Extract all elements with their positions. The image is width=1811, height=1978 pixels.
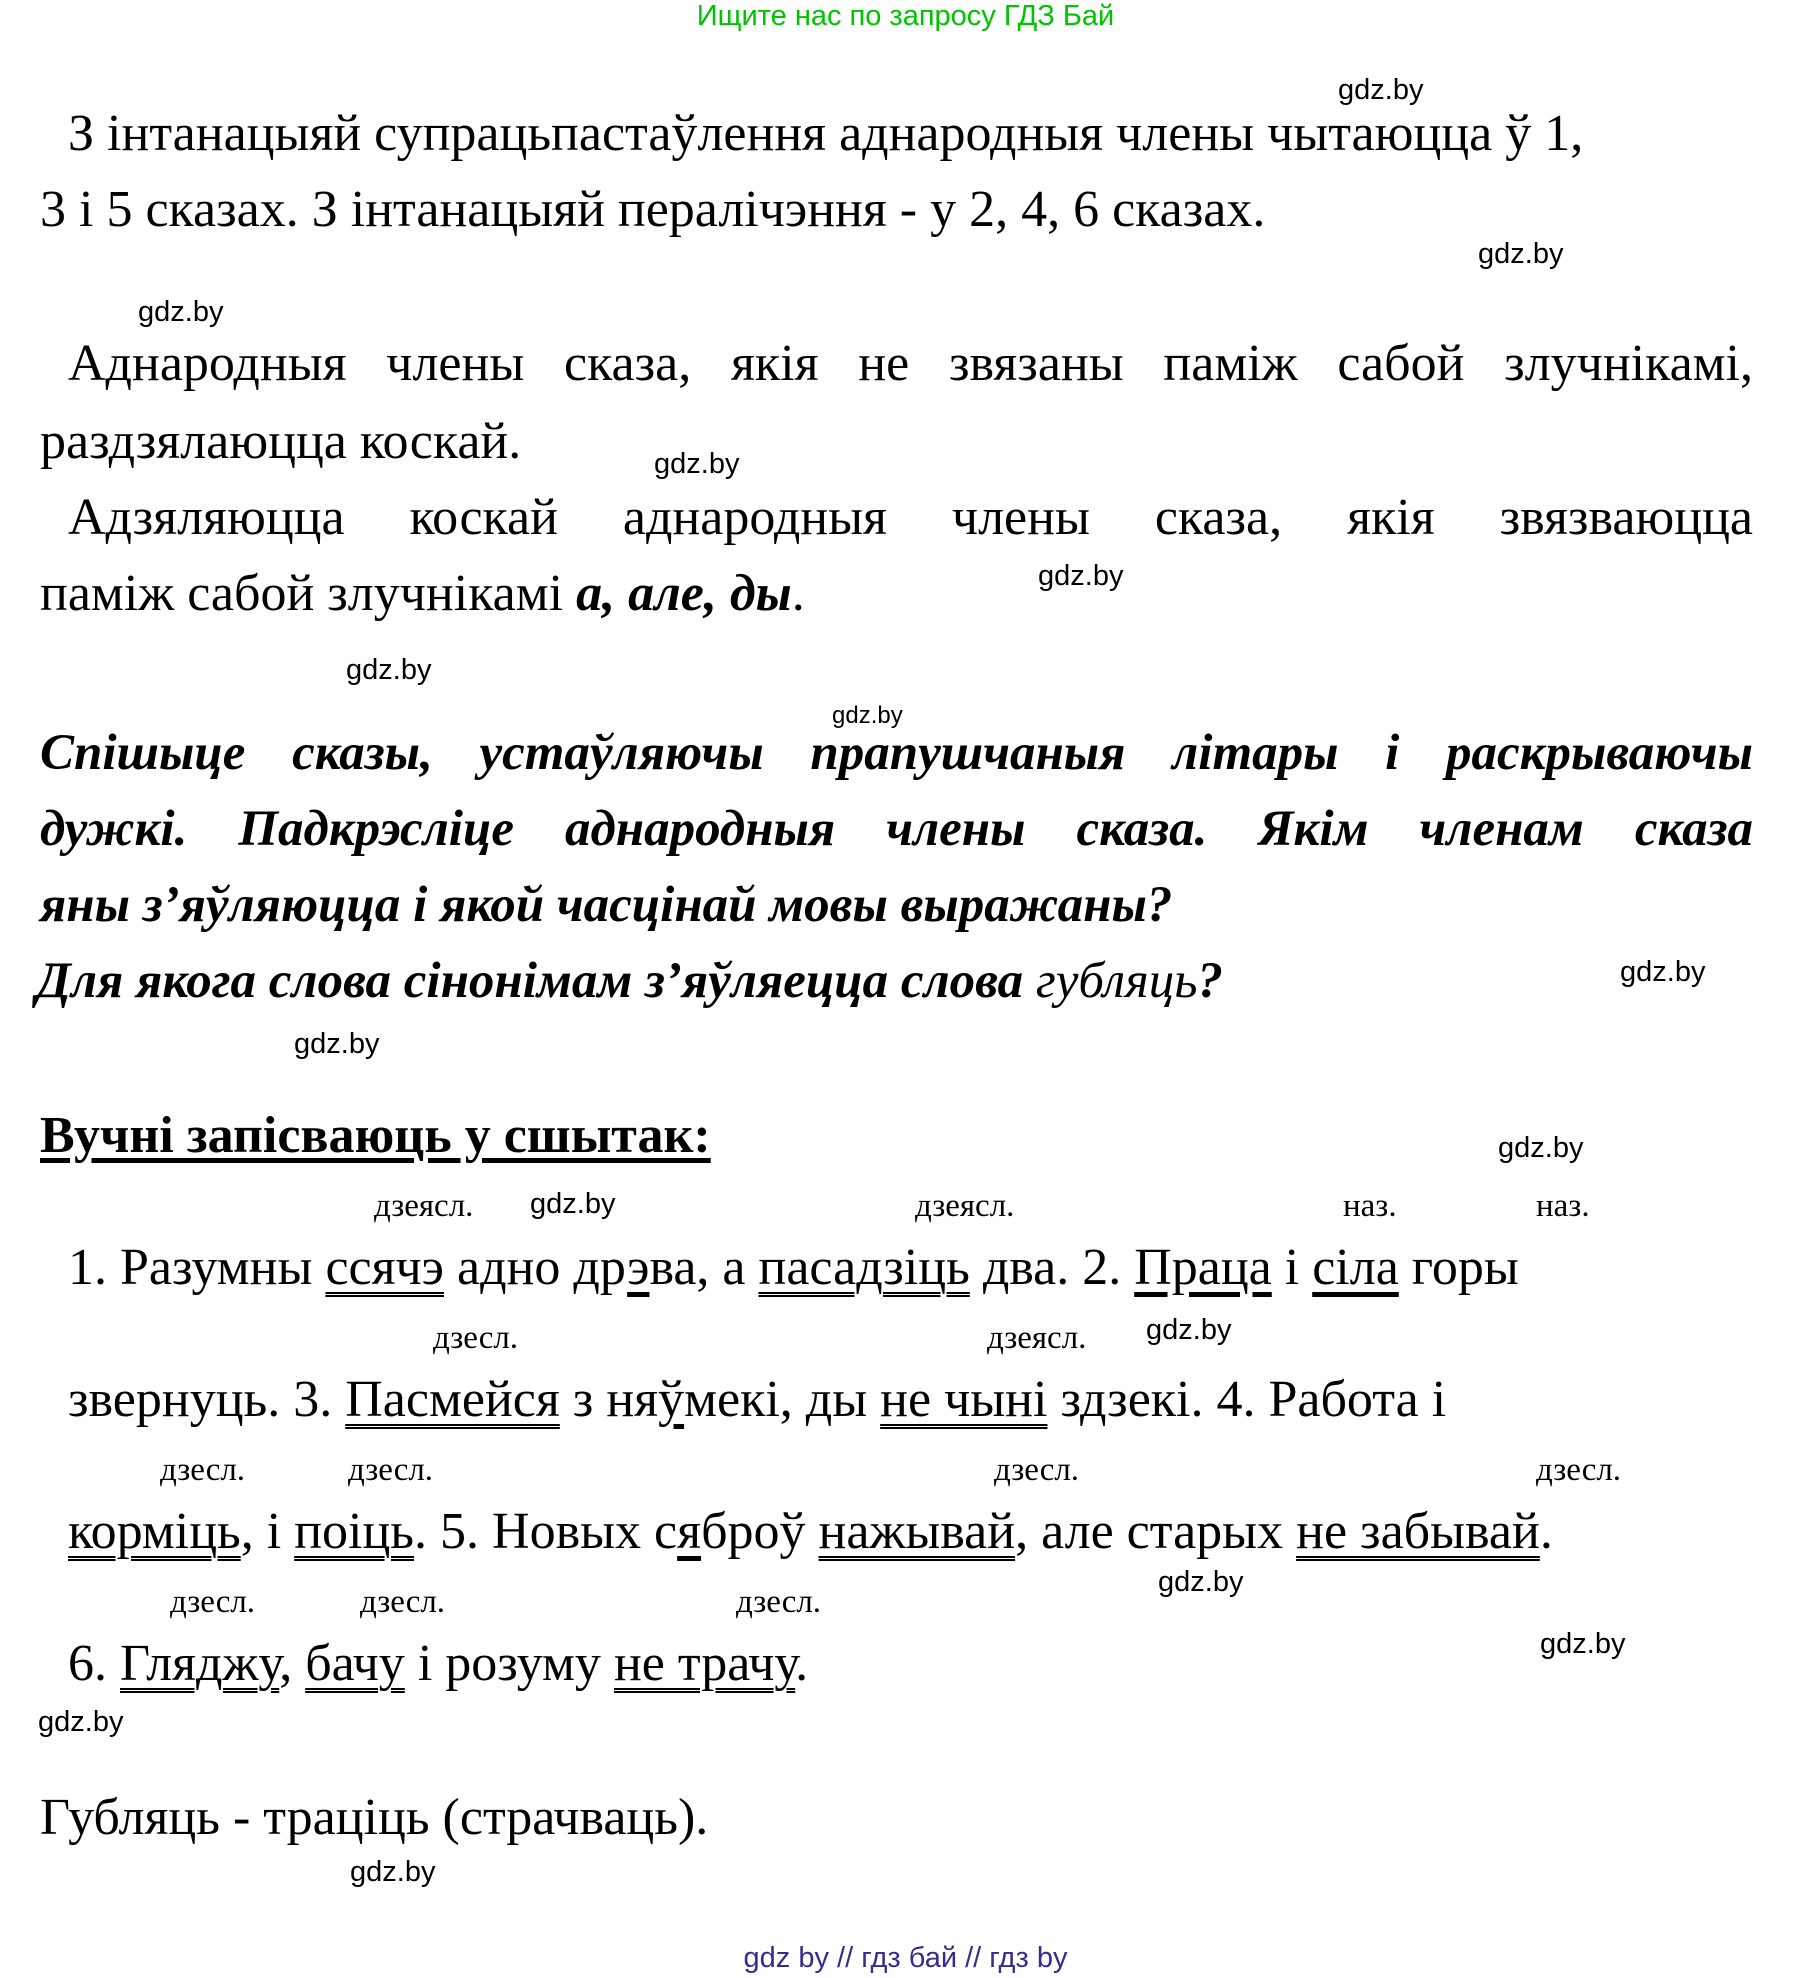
- paragraph-2-line-1: Аднародныя члены сказа, якія не звязаны паміж сабой злучнікамі,: [68, 335, 1753, 392]
- sentence-line-2: [68, 1371, 1447, 1428]
- task-word: губляць: [1035, 953, 1198, 1009]
- task-line-4: [36, 952, 1223, 1010]
- task-line-1: Спішыце сказы, устаўляючы прапушчаныя літары і раскрываючы: [40, 725, 1753, 781]
- note-dzeyasl: дзеясл.: [915, 1188, 1015, 1224]
- watermark: gdz.by: [138, 296, 224, 328]
- paragraph-2-line-2: раздзялаюцца коскай.: [40, 413, 522, 470]
- sentence-line-1: [68, 1239, 1519, 1296]
- subject-word: сіла: [1312, 1239, 1399, 1296]
- sentence-line-4: [68, 1635, 809, 1692]
- paragraph-1-line-2: 3 і 5 сказах. З інтанацыяй пералічэння - у 2, 4, 6 сказах.: [40, 181, 1266, 238]
- note-dzesl: дзесл.: [736, 1584, 822, 1620]
- watermark: gdz.by: [1498, 1132, 1584, 1164]
- sentence-text: ,: [279, 1635, 306, 1692]
- sentence-text: . 5. Новых с: [414, 1503, 678, 1560]
- inserted-letter: ў: [658, 1371, 685, 1428]
- watermark: gdz.by: [654, 448, 740, 480]
- inserted-letter: я: [677, 1503, 702, 1560]
- sentence-line-3: [68, 1503, 1553, 1560]
- predicate-word: не чыні: [880, 1371, 1048, 1428]
- conjunctions: а, але, ды: [576, 565, 792, 622]
- sentence-text: 6.: [68, 1635, 120, 1692]
- subject-word: Праца: [1134, 1239, 1272, 1296]
- answer-line: Губляць - траціць (страчваць).: [40, 1789, 709, 1846]
- task-question: Для якога слова сінонімам з’яўляецца слова: [36, 953, 1036, 1009]
- predicate-word: пасадзіць: [758, 1239, 970, 1296]
- predicate-word: ссячэ: [325, 1239, 444, 1296]
- watermark: gdz.by: [530, 1188, 616, 1220]
- predicate-word: корміць: [68, 1503, 241, 1560]
- watermark: gdz.by: [350, 1856, 436, 1888]
- sentence-text: ва, а: [649, 1239, 759, 1296]
- note-dzesl: дзесл.: [170, 1584, 256, 1620]
- watermark: gdz.by: [1146, 1314, 1232, 1346]
- watermark: gdz.by: [832, 702, 903, 729]
- sentence-text: .: [795, 1635, 809, 1692]
- task-line-2: дужкі. Падкрэсліце аднародныя члены сказа. Якім членам сказа: [40, 801, 1753, 857]
- task-line-3: яны з’яўляюцца і якой часцінай мовы выражаны?: [40, 877, 1173, 933]
- note-dzeyasl: дзеясл.: [987, 1320, 1087, 1356]
- section-heading: Вучні запісваюць у сшытак:: [40, 1107, 711, 1164]
- watermark: gdz.by: [1540, 1628, 1626, 1660]
- predicate-word: поіць: [294, 1503, 415, 1560]
- sentence-text: броў: [701, 1503, 819, 1560]
- watermark: gdz.by: [1338, 74, 1424, 106]
- watermark: gdz.by: [1478, 238, 1564, 270]
- paragraph-3-text: паміж сабой злучнікамі: [40, 565, 577, 622]
- sentence-text: і: [1271, 1239, 1313, 1296]
- sentence-text: , і: [240, 1503, 295, 1560]
- note-dzesl: дзесл.: [348, 1452, 434, 1488]
- sentence-text: 1. Разумны: [68, 1239, 326, 1296]
- predicate-word: не трачу: [613, 1635, 796, 1692]
- paragraph-1-line-1: З інтанацыяй супрацьпастаўлення аднародныя члены чытаюцца ў 1,: [68, 105, 1584, 162]
- predicate-word: Пасмейся: [345, 1371, 560, 1428]
- note-dzesl: дзесл.: [433, 1320, 519, 1356]
- task-question-mark: ?: [1197, 953, 1223, 1009]
- sentence-text: здзекі. 4. Работа і: [1047, 1371, 1447, 1428]
- note-dzeyasl: дзеясл.: [374, 1188, 474, 1224]
- watermark: gdz.by: [1038, 560, 1124, 592]
- watermark: gdz.by: [38, 1706, 124, 1738]
- footer-links[interactable]: gdz by // гдз бай // гдз by: [743, 1942, 1068, 1974]
- note-dzesl: дзесл.: [360, 1584, 446, 1620]
- sentence-text: горы: [1398, 1239, 1519, 1296]
- sentence-text: адно др: [444, 1239, 628, 1296]
- sentence-text: два. 2.: [969, 1239, 1135, 1296]
- paragraph-3-line-1: Адзяляюцца коскай аднародныя члены сказа, якія звязваюцца: [68, 489, 1753, 546]
- predicate-word: не забывай: [1296, 1503, 1540, 1560]
- sentence-text: звернуць. 3.: [68, 1371, 346, 1428]
- sentence-text: мекі, ды: [684, 1371, 881, 1428]
- sentence-text: і розуму: [404, 1635, 614, 1692]
- predicate-word: бачу: [305, 1635, 405, 1692]
- paragraph-3-line-2: [40, 565, 805, 622]
- note-dzesl: дзесл.: [160, 1452, 246, 1488]
- note-dzesl: дзесл.: [1536, 1452, 1622, 1488]
- paragraph-3-period: .: [791, 565, 805, 622]
- watermark: gdz.by: [1158, 1566, 1244, 1598]
- inserted-letter: э: [627, 1239, 650, 1296]
- sentence-text: , але старых: [1015, 1503, 1297, 1560]
- watermark: gdz.by: [294, 1028, 380, 1060]
- note-naz: наз.: [1536, 1188, 1590, 1224]
- note-dzesl: дзесл.: [994, 1452, 1080, 1488]
- predicate-word: Гляджу: [120, 1635, 280, 1692]
- watermark: gdz.by: [346, 654, 432, 686]
- sentence-text: .: [1539, 1503, 1553, 1560]
- watermark: gdz.by: [1620, 956, 1706, 988]
- top-banner[interactable]: Ищите нас по запросу ГДЗ Бай: [696, 0, 1115, 32]
- predicate-word: нажывай: [818, 1503, 1016, 1560]
- sentence-text: з ня: [559, 1371, 659, 1428]
- note-naz: наз.: [1343, 1188, 1397, 1224]
